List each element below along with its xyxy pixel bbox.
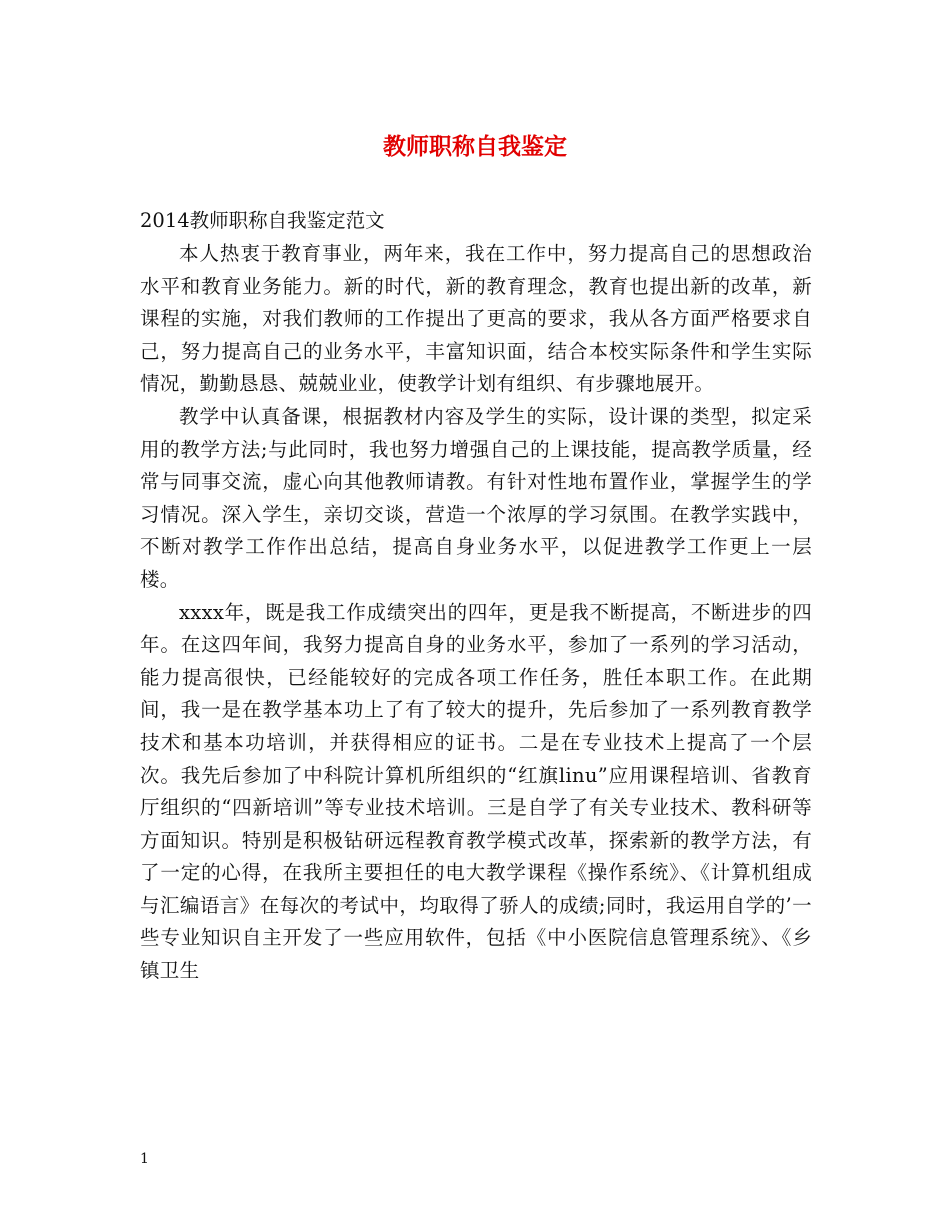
paragraph-1: 本人热衷于教育事业，两年来，我在工作中，努力提高自己的思想政治水平和教育业务能力。新的时代，新的教育理念，教育也提出新的改革，新课程的实施，对我们教师的工作提出了更高的要求，我从各方面严格要求自己，努力提高自己的业务水平，丰富知识面，结合本校实际条件和学生实际情况，勤勤恳恳、兢兢业业，使教学计划有组织、有步骤地展开。 [140, 242, 812, 396]
page-number: 1 [140, 1151, 149, 1167]
document-title: 教师职称自我鉴定 [383, 133, 567, 160]
paragraph-3: xxxx年，既是我工作成绩突出的四年，更是我不断提高，不断进步的四年。在这四年间，我努力提高自身的业务水平，参加了一系列的学习活动，能力提高很快，已经能较好的完成各项工作任务，胜任本职工作。在此期间，我一是在教学基本功上了有了较大的提升，先后参加了一系列教育教学技术和基本功培训，并获得相应的证书。二是在专业技术上提高了一个层次。我先后参加了中科院计算机所组织的“红旗linu”应用课程培训、省教育厅组织的“四新培训”等专业技术培训。三是自学了有关专业技术、教科研等方面知识。特别是积极钻研远程教育教学模式改革，探索新的教学方法，有了一定的心得，在我所主要担任的电大教学课程《操作系统》、《计算机组成与汇编语言》在每次的考试中，均取得了骄人的成绩;同时，我运用自学的’一些专业知识自主开发了一些应用软件，包括《中小医院信息管理系统》、《乡镇卫生 [140, 600, 812, 983]
document-subtitle: 2014教师职称自我鉴定范文 [140, 209, 385, 232]
paragraph-2: 教学中认真备课，根据教材内容及学生的实际，设计课的类型，拟定采用的教学方法;与此同时，我也努力增强自己的上课技能，提高教学质量，经常与同事交流，虚心向其他教师请教。有针对性地布置作业，掌握学生的学习情况。深入学生，亲切交谈，营造一个浓厚的学习氛围。在教学实践中，不断对教学工作作出总结，提高自身业务水平，以促进教学工作更上一层楼。 [140, 404, 812, 591]
document-body [140, 238, 812, 988]
